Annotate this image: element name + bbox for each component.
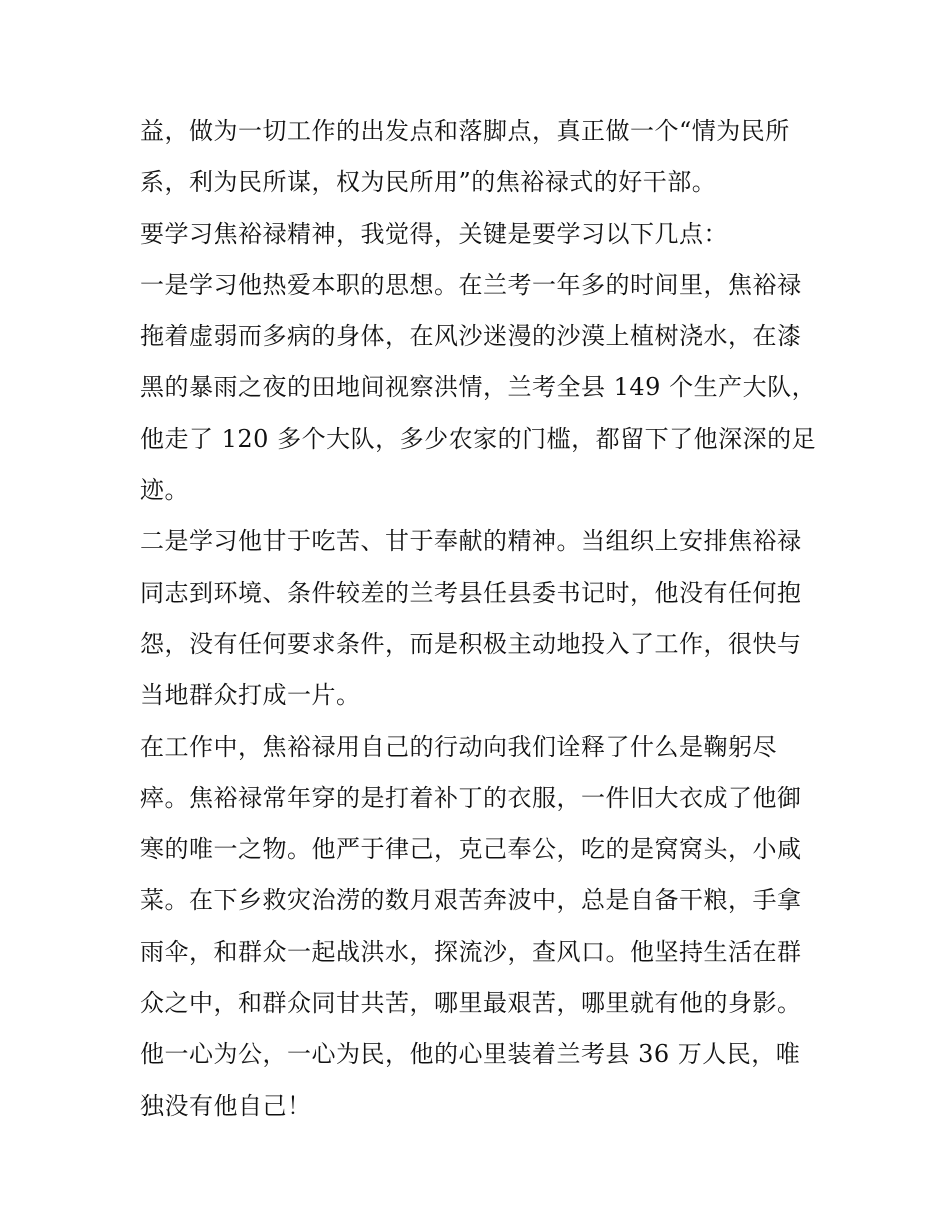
text-line: 益，做为一切工作的出发点和落脚点，真正做一个“情为民所 [140, 117, 790, 145]
text-line: 他走了 120 多个大队，多少农家的门槛，都留下了他深深的足 [140, 424, 817, 453]
text-line: 一是学习他热爱本职的思想。在兰考一年多的时间里，焦裕禄 [140, 270, 802, 299]
text-line: 黑的暴雨之夜的田地间视察洪情，兰考全县 149 个生产大队， [140, 373, 817, 402]
text-line: 众之中，和群众同甘共苦，哪里最艰苦，哪里就有他的身影。 [140, 989, 802, 1018]
text-line: 在工作中，焦裕禄用自己的行动向我们诠释了什么是鞠躬尽 [140, 732, 777, 761]
text-line: 当地群众打成一片。 [140, 681, 361, 710]
text-line: 寒的唯一之物。他严于律己，克己奉公，吃的是窝窝头，小咸 [140, 835, 802, 864]
text-line: 要学习焦裕禄精神，我觉得，关键是要学习以下几点： [140, 219, 728, 248]
document-body [140, 106, 820, 1132]
text-line: 二是学习他甘于吃苦、甘于奉献的精神。当组织上安排焦裕禄 [140, 527, 802, 556]
text-line: 迹。 [140, 476, 189, 505]
text-line: 系，利为民所谋，权为民所用”的焦裕禄式的好干部。 [140, 168, 717, 197]
text-line: 瘁。焦裕禄常年穿的是打着补丁的衣服，一件旧大衣成了他御 [140, 783, 802, 812]
text-line: 雨伞，和群众一起战洪水，探流沙，查风口。他坚持生活在群 [140, 937, 802, 966]
text-line: 独没有他自己！ [140, 1091, 312, 1120]
text-line: 同志到环境、条件较差的兰考县任县委书记时，他没有任何抱 [140, 578, 802, 607]
text-line: 他一心为公，一心为民，他的心里装着兰考县 36 万人民，唯 [140, 1040, 801, 1069]
text-line: 怨，没有任何要求条件，而是积极主动地投入了工作，很快与 [140, 629, 802, 658]
text-line: 拖着虚弱而多病的身体，在风沙迷漫的沙漠上植树浇水，在漆 [140, 322, 802, 351]
text-line: 菜。在下乡救灾治涝的数月艰苦奔波中，总是自备干粮，手拿 [140, 886, 802, 915]
